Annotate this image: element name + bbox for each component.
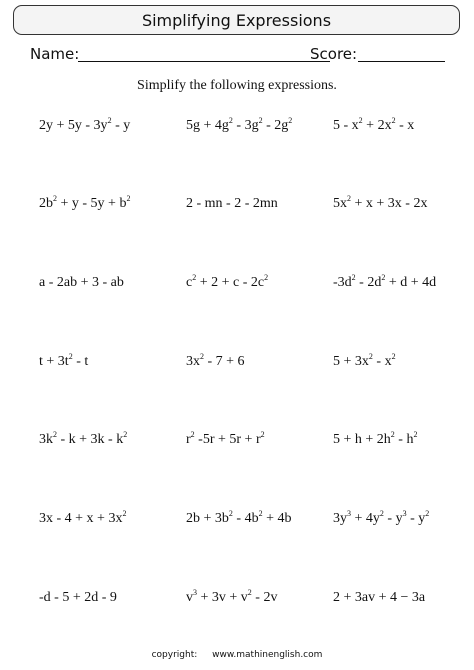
problem-3-2: $c^2 + 2 + c - 2c^2$ xyxy=(186,273,269,290)
copyright-label: copyright: xyxy=(151,650,198,660)
problem-7-3: 2 + 3av + 4 − 3a xyxy=(333,590,426,605)
problem-6-2: $2b + 3b^2 - 4b^2 + 4b$ xyxy=(186,509,292,526)
problem-5-1: $3k^2 - k + 3k - k^2$ xyxy=(39,430,128,447)
title-box xyxy=(13,5,460,35)
problem-2-2: 2 - mn - 2 - 2mn xyxy=(186,196,278,211)
problem-1-1: $2y + 5y - 3y^2 - y$ xyxy=(39,116,131,133)
instructions: Simplify the following expressions. xyxy=(137,78,337,93)
problem-7-2: $v^3 + 3v + v^2 - 2v$ xyxy=(186,588,278,605)
problem-5-2: $r^2$ $-5r + 5r + r^2$ xyxy=(186,430,265,447)
problem-1-2: $5g + 4g^2 - 3g^2 - 2g^2$ xyxy=(186,116,293,133)
footer xyxy=(0,650,474,660)
problem-3-3: $-3d^2 - 2d^2 + d + 4d$ xyxy=(333,273,437,290)
problem-6-1: $3x - 4 + x + 3x^2$ xyxy=(39,509,127,526)
name-label: Name: xyxy=(30,45,80,63)
problem-6-3: $3y^3 + 4y^2 - y^3 - y^2$ xyxy=(333,509,430,526)
problem-2-1: $2b^2 + y - 5y + b^2$ xyxy=(39,194,131,211)
problem-5-3: $5 + h + 2h^2 - h^2$ xyxy=(333,430,418,447)
problem-4-3: $5 + 3x^2 - x^2$ xyxy=(333,352,396,369)
score-blank-line xyxy=(358,61,445,62)
name-blank-line xyxy=(78,61,330,62)
name-score-row xyxy=(30,45,450,65)
score-label: Score: xyxy=(310,45,358,63)
problem-3-1: a - 2ab + 3 - ab xyxy=(39,275,124,290)
problem-7-1: -d - 5 + 2d - 9 xyxy=(39,590,117,605)
site-url: www.mathinenglish.com xyxy=(212,650,323,660)
problem-4-1: $t + 3t^2 - t$ xyxy=(39,352,89,369)
problem-4-2: $3x^2 - 7 + 6$ xyxy=(186,352,245,369)
problem-2-3: $5x^2 + x + 3x - 2x$ xyxy=(333,194,428,211)
page-title: Simplifying Expressions xyxy=(141,10,332,30)
problem-1-3: $5 - x^2 + 2x^2 - x$ xyxy=(333,116,415,133)
